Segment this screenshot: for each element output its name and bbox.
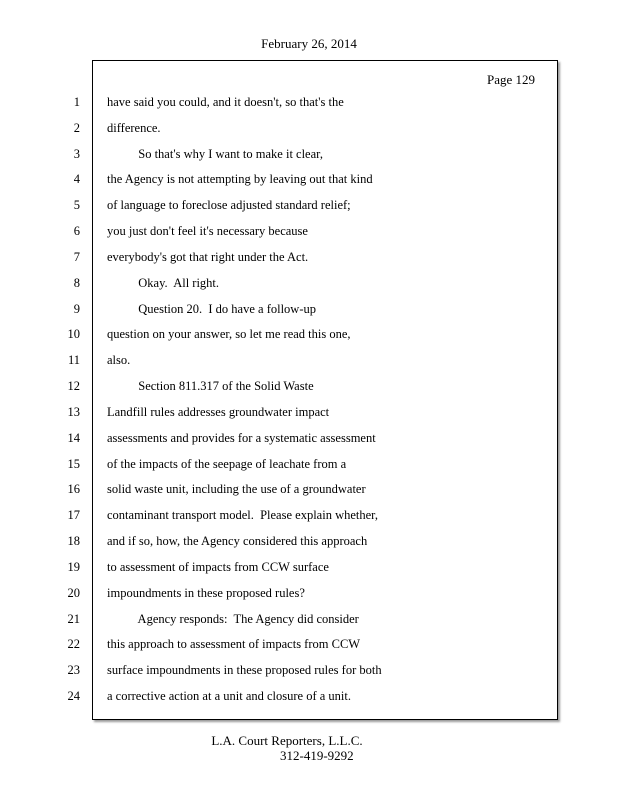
transcript-line: Question 20. I do have a follow-up xyxy=(107,301,316,316)
line-number: 22 xyxy=(67,637,80,652)
line-number: 18 xyxy=(67,534,80,549)
transcript-line: question on your answer, so let me read this one, xyxy=(107,327,351,342)
transcript-line: impoundments in these proposed rules? xyxy=(107,585,305,600)
line-number: 11 xyxy=(67,353,80,368)
transcript-line: you just don't feel it's necessary because xyxy=(107,224,308,239)
line-number: 7 xyxy=(73,249,80,264)
line-number: 20 xyxy=(67,585,80,600)
transcript-line: a corrective action at a unit and closure of a unit. xyxy=(107,689,351,704)
transcript-line: and if so, how, the Agency considered this approach xyxy=(107,534,368,549)
line-number: 4 xyxy=(73,172,80,187)
transcript-line: surface impoundments in these proposed rules for both xyxy=(107,663,382,678)
transcript-line: assessments and provides for a systematic assessment xyxy=(107,430,376,445)
transcript-line: Landfill rules addresses groundwater impact xyxy=(107,404,330,419)
transcript-line: also. xyxy=(107,353,131,368)
line-number: 3 xyxy=(73,146,80,161)
transcript-line: So that's why I want to make it clear, xyxy=(107,146,323,161)
line-number: 19 xyxy=(67,559,80,574)
transcript-line: Okay. All right. xyxy=(107,275,220,290)
line-number: 13 xyxy=(67,404,80,419)
line-number: 16 xyxy=(67,482,80,497)
transcript-line: solid waste unit, including the use of a groundwater xyxy=(107,482,366,497)
line-number: 2 xyxy=(73,120,80,135)
transcript-line: difference. xyxy=(107,120,161,135)
transcript-line: of the impacts of the seepage of leachate from a xyxy=(107,456,347,471)
line-number: 8 xyxy=(73,275,80,290)
line-number: 10 xyxy=(67,327,80,342)
transcript-line: Section 811.317 of the Solid Waste xyxy=(107,379,314,394)
transcript-line: the Agency is not attempting by leaving out that kind xyxy=(107,172,373,187)
line-number: 17 xyxy=(67,508,80,523)
transcript-line: Agency responds: The Agency did consider xyxy=(107,611,359,626)
line-numbers-column xyxy=(0,90,84,710)
footer-phone: 312-419-9292 xyxy=(280,748,354,763)
footer-company: L.A. Court Reporters, L.L.C. xyxy=(211,733,363,748)
transcript-line: to assessment of impacts from CCW surface xyxy=(107,559,329,574)
line-number: 23 xyxy=(67,663,80,678)
line-number: 6 xyxy=(73,224,80,239)
transcript-line: contaminant transport model. Please explain whether, xyxy=(107,508,378,523)
line-number: 15 xyxy=(67,456,80,471)
line-number: 5 xyxy=(73,198,80,213)
transcript-line: of language to foreclose adjusted standard relief; xyxy=(107,198,351,213)
line-number: 12 xyxy=(67,379,80,394)
transcript-line: have said you could, and it doesn't, so that's the xyxy=(107,95,344,109)
header-date: February 26, 2014 xyxy=(261,36,357,51)
line-number: 21 xyxy=(67,611,80,626)
line-number: 9 xyxy=(73,301,80,316)
transcript-lines xyxy=(107,90,547,710)
transcript-line: everybody's got that right under the Act. xyxy=(107,249,309,264)
transcript-line: this approach to assessment of impacts from CCW xyxy=(107,637,361,652)
line-number: 14 xyxy=(67,430,80,445)
page-number: Page 129 xyxy=(486,72,535,87)
line-number: 1 xyxy=(73,95,80,109)
line-number: 24 xyxy=(67,689,80,704)
